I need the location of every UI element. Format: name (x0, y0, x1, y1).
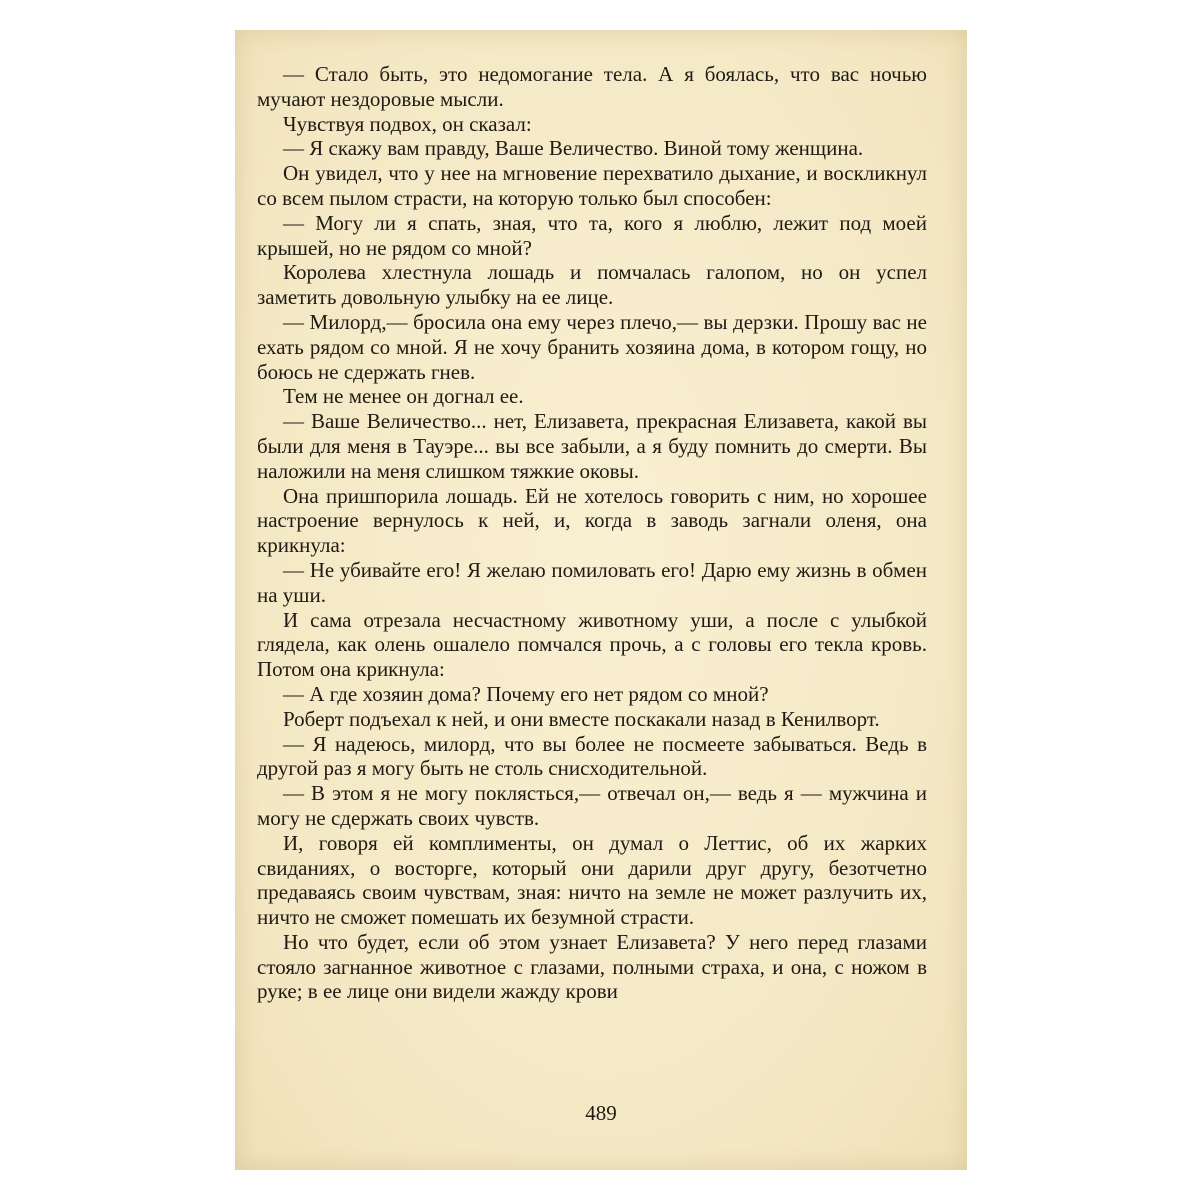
paragraph: Тем не менее он догнал ее. (283, 384, 524, 409)
paragraph: И сама отрезала несчастному животному уши, а после с улыбкой глядела, как олень ошалело помчался прочь, а с головы его текла кровь. Потом она крикнула: (257, 607, 927, 682)
paragraph: Королева хлестнула лошадь и помчалась галопом, но он успел заметить довольную улыбку на ее лице. (257, 260, 927, 310)
paragraph: — В этом я не могу поклясться,— отвечал он,— ведь я — мужчина и могу не сдержать своих чувств. (257, 781, 927, 830)
page-number: 489 (585, 1101, 617, 1125)
paragraph: Роберт подъехал к ней, и они вместе поскакали назад в Кенилворт. (283, 706, 880, 731)
paragraph: — Могу ли я спать, зная, что та, кого я люблю, лежит под моей крышей, но не рядом со мной? (257, 210, 927, 260)
body-text (257, 62, 927, 1004)
paragraph: — Не убивайте его! Я желаю помиловать его! Дарю ему жизнь в обмен на уши. (257, 557, 927, 607)
paragraph: И, говоря ей комплименты, он думал о Леттис, об их жарких свиданиях, о восторге, который они дарили друг другу, безотчетно предаваясь своим чувствам, зная: ничто на земле не может разлучить их, ничто не сможет помешать их безумной страсти. (257, 830, 927, 930)
paragraph: Но что будет, если об этом узнает Елизавета? У него перед глазами стояло загнанное животное с глазами, полными страха, и она, с ножом в руке; в ее лице они видели жажду крови (257, 929, 927, 1004)
paragraph: — А где хозяин дома? Почему его нет рядом со мной? (283, 681, 769, 706)
paragraph: — Стало быть, это недомогание тела. А я боялась, что вас ночью мучают нездоровые мысли. (257, 62, 927, 111)
paragraph: Она пришпорила лошадь. Ей не хотелось говорить с ним, но хорошее настроение вернулось к ней, и, когда в заводь загнали оленя, она крикнула: (257, 483, 927, 558)
paragraph: Чувствуя подвох, он сказал: (283, 111, 532, 136)
paragraph: — Я надеюсь, милорд, что вы более не посмеете забываться. Ведь в другой раз я могу быть не столь снисходительной. (257, 731, 927, 781)
paragraph: — Милорд,— бросила она ему через плечо,— вы дерзки. Прошу вас не ехать рядом со мной. Я не хочу бранить хозяина дома, в котором гощу, но боюсь не сдержать гнев. (257, 309, 927, 384)
paragraph: Он увидел, что у нее на мгновение перехватило дыхание, и воскликнул со всем пылом страсти, на которую только был способен: (257, 161, 927, 210)
book-page (235, 30, 967, 1170)
paragraph: — Ваше Величество... нет, Елизавета, прекрасная Елизавета, какой вы были для меня в Тауэре... вы все забыли, а я буду помнить до смерти. Вы наложили на меня слишком тяжкие оковы. (257, 409, 927, 483)
paragraph: — Я скажу вам правду, Ваше Величество. Виной тому женщина. (283, 136, 864, 161)
